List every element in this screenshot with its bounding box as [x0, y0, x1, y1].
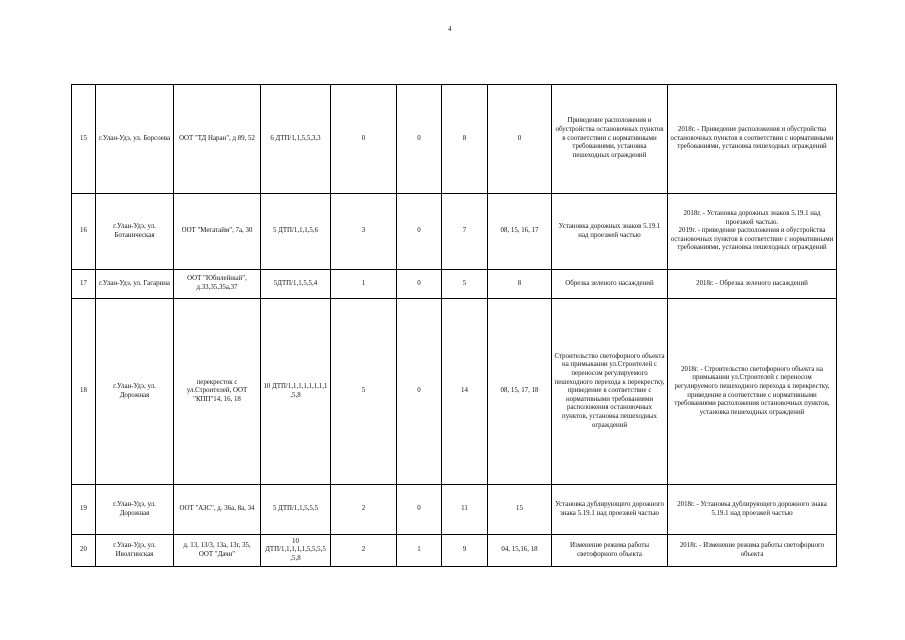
table-row — [72, 485, 837, 535]
row-number-cell: 15 — [72, 85, 96, 194]
plan-line: 2018г. - Установка дорожных знаков 5.19.1 над проезжей частью. — [683, 209, 821, 226]
count-1-cell: 2 — [331, 535, 397, 567]
object-cell: ООТ "Юбилейный", д.33,35,35а,37 — [174, 270, 261, 299]
measures-cell: Строительство светофорного объекта на примыкании ул.Строителей с переносом регулируемого пешеходного перехода к перекрестку, приведение в соответствие с нормативными требованиями расположения остановочных пунктов, установка пешеходных ограждений — [552, 299, 668, 485]
dtp-count-cell: 10 ДТП/1,1,1,1,1,5,5,5,5 ,5,8 — [261, 535, 331, 567]
plan-cell — [668, 194, 837, 270]
count-2-cell: 0 — [397, 194, 442, 270]
street-cell: г.Улан-Удэ, ул. Иволгинская — [96, 535, 174, 567]
plan-line: 2019г. - приведение расположения и обустройства остановочных пунктов в соответствие с нормативными требованиями, установка пешеходных ограждений — [670, 227, 834, 252]
row-number-cell: 17 — [72, 270, 96, 299]
count-4-cell: 8 — [488, 270, 552, 299]
object-cell: перекресток с ул.Строителей, ООТ "КПП"14, 16, 18 — [174, 299, 261, 485]
object-cell: д. 13, 13/3, 13а, 13г, 35, ООТ "Дачи" — [174, 535, 261, 567]
count-1-cell: 3 — [331, 194, 397, 270]
dtp-count-cell: 6 ДТП/1,1,5,5,3,3 — [261, 85, 331, 194]
count-3-cell: 14 — [442, 299, 488, 485]
count-1-cell: 5 — [331, 299, 397, 485]
plan-cell — [668, 270, 837, 299]
row-number-cell: 20 — [72, 535, 96, 567]
count-3-cell: 8 — [442, 85, 488, 194]
plan-cell — [668, 85, 837, 194]
plan-line: 2018г. - Установка дублирующего дорожного знака 5.19.1 над проезжей частью — [677, 500, 827, 517]
object-cell: ООТ "ТД Наран", д 89, 52 — [174, 85, 261, 194]
count-4-cell: 08, 15, 17, 18 — [488, 299, 552, 485]
street-cell: г.Улан-Удэ, ул. Гагарина — [96, 270, 174, 299]
page-number: 4 — [448, 25, 452, 33]
measures-cell: Установка дублирующего дорожного знака 5.19.1 над проезжей частью — [552, 485, 668, 535]
dtp-count-cell: 5ДТП/1,1,5,5,4 — [261, 270, 331, 299]
count-4-cell: 08, 15, 16, 17 — [488, 194, 552, 270]
count-4-cell: 0 — [488, 85, 552, 194]
plan-line: 2018г. - Строительство светофорного объекта на примыкании ул.Строителей с переносом регулируемого пешеходного перехода к перекрестку, приведение в соответствие с нормативными требованиями расположения остановочных пунктов, установка пешеходных ограждений — [674, 365, 830, 416]
table-body — [72, 85, 837, 567]
count-3-cell: 9 — [442, 535, 488, 567]
plan-cell — [668, 299, 837, 485]
measures-cell: Обрезка зеленого насаждений — [552, 270, 668, 299]
count-3-cell: 5 — [442, 270, 488, 299]
row-number-cell: 18 — [72, 299, 96, 485]
row-number-cell: 19 — [72, 485, 96, 535]
count-2-cell: 0 — [397, 485, 442, 535]
table-row — [72, 194, 837, 270]
count-4-cell: 15 — [488, 485, 552, 535]
count-2-cell: 1 — [397, 535, 442, 567]
plan-line: 2018г. - Обрезка зеленого насаждений — [696, 279, 808, 287]
measures-cell: Приведение расположения и обустройства остановочных пунктов в соответствии с нормативными требованиями, установка пешеходных ограждений — [552, 85, 668, 194]
table-row — [72, 270, 837, 299]
object-cell: ООТ "АЗС", д. 36а, 8а, 34 — [174, 485, 261, 535]
count-3-cell: 11 — [442, 485, 488, 535]
plan-line: 2018г. - Приведение расположения и обустройства остановочных пунктов в соответствии с нормативными требованиями, установка пешеходных ограждений — [670, 126, 834, 151]
count-4-cell: 04, 15,16, 18 — [488, 535, 552, 567]
count-2-cell: 0 — [397, 85, 442, 194]
dtp-count-cell: 5 ДТП/1,1,1,5,6 — [261, 194, 331, 270]
count-1-cell: 1 — [331, 270, 397, 299]
dtp-count-cell: 10 ДТП/1,1,1,1,1,1,1,1 ,5,8 — [261, 299, 331, 485]
count-1-cell: 0 — [331, 85, 397, 194]
accident-sites-table — [71, 84, 837, 567]
row-number-cell: 16 — [72, 194, 96, 270]
plan-cell — [668, 485, 837, 535]
street-cell: г.Улан-Удэ, ул. Дорожная — [96, 299, 174, 485]
plan-cell — [668, 535, 837, 567]
table-row — [72, 299, 837, 485]
count-1-cell: 2 — [331, 485, 397, 535]
table-row — [72, 535, 837, 567]
street-cell: г.Улан-Удэ, ул. Борсоева — [96, 85, 174, 194]
measures-cell: Изменение режима работы светофорного объекта — [552, 535, 668, 567]
count-2-cell: 0 — [397, 270, 442, 299]
dtp-count-cell: 5 ДТП/1,1,5,5,5 — [261, 485, 331, 535]
measures-cell: Установка дорожных знаков 5.19.1 над проезжей частью — [552, 194, 668, 270]
table-row — [72, 85, 837, 194]
count-3-cell: 7 — [442, 194, 488, 270]
street-cell: г.Улан-Удэ, ул. Дорожная — [96, 485, 174, 535]
street-cell: г.Улан-Удэ, ул. Ботаническая — [96, 194, 174, 270]
count-2-cell: 0 — [397, 299, 442, 485]
object-cell: ООТ "Мегатайм", 7а, 30 — [174, 194, 261, 270]
plan-line: 2018г. - Изменение режима работы светофорного объекта — [679, 541, 825, 558]
